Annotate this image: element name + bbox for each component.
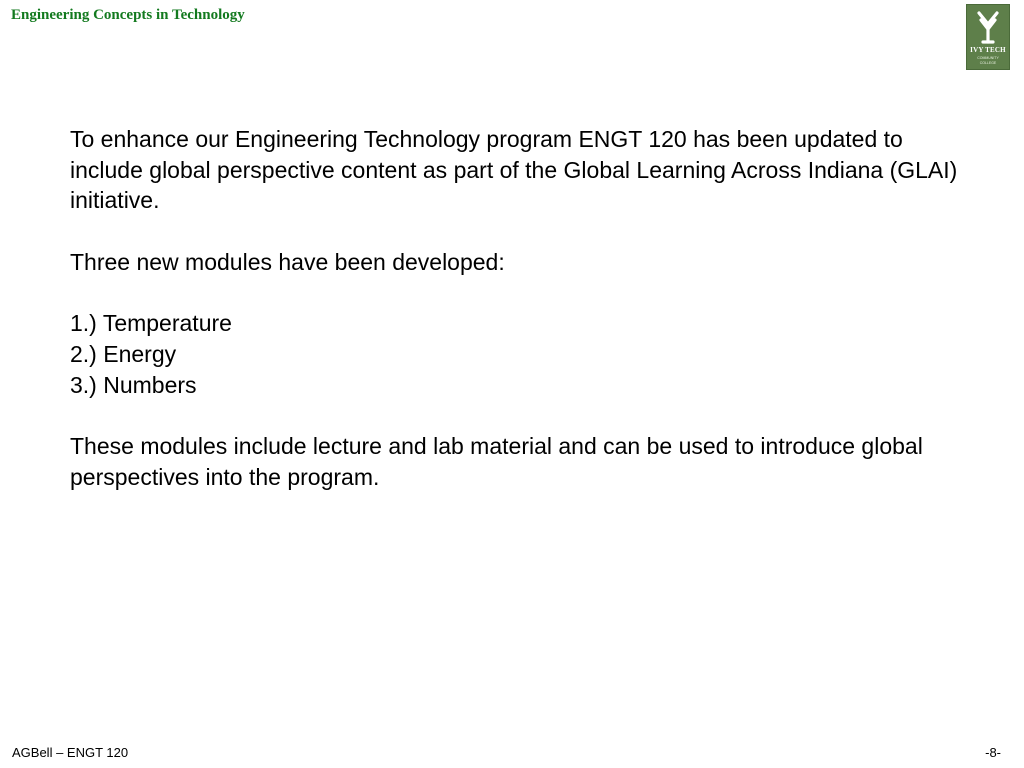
module-item-energy: 2.) Energy	[70, 340, 177, 367]
paragraph-gap	[70, 216, 970, 247]
logo-subtitle-line: COLLEGE	[979, 60, 997, 65]
paragraph-gap	[70, 278, 970, 309]
logo-subtitle	[967, 56, 1009, 65]
footer-author: AGBell – ENGT 120	[12, 745, 129, 760]
logo-subtitle-line: COMMUNITY	[977, 56, 999, 60]
ivy-leaf-icon	[967, 5, 1009, 47]
module-item-numbers: 3.) Numbers	[70, 371, 197, 398]
intro-paragraph: To enhance our Engineering Technology program ENGT 120 has been updated to include global perspective content as part of the Global Learning Across Indiana (GLAI) initiative.	[70, 126, 958, 214]
logo-name: IVY TECH	[970, 46, 1006, 54]
modules-heading: Three new modules have been developed:	[70, 248, 505, 275]
page-number: -8-	[985, 745, 1001, 760]
module-item-temperature: 1.) Temperature	[70, 310, 232, 337]
closing-paragraph: These modules include lecture and lab material and can be used to introduce global perspectives into the program.	[70, 432, 923, 490]
slide-body	[70, 124, 970, 492]
ivy-tech-logo	[966, 4, 1010, 70]
paragraph-gap	[70, 400, 970, 431]
slide-header-title: Engineering Concepts in Technology	[11, 7, 245, 23]
